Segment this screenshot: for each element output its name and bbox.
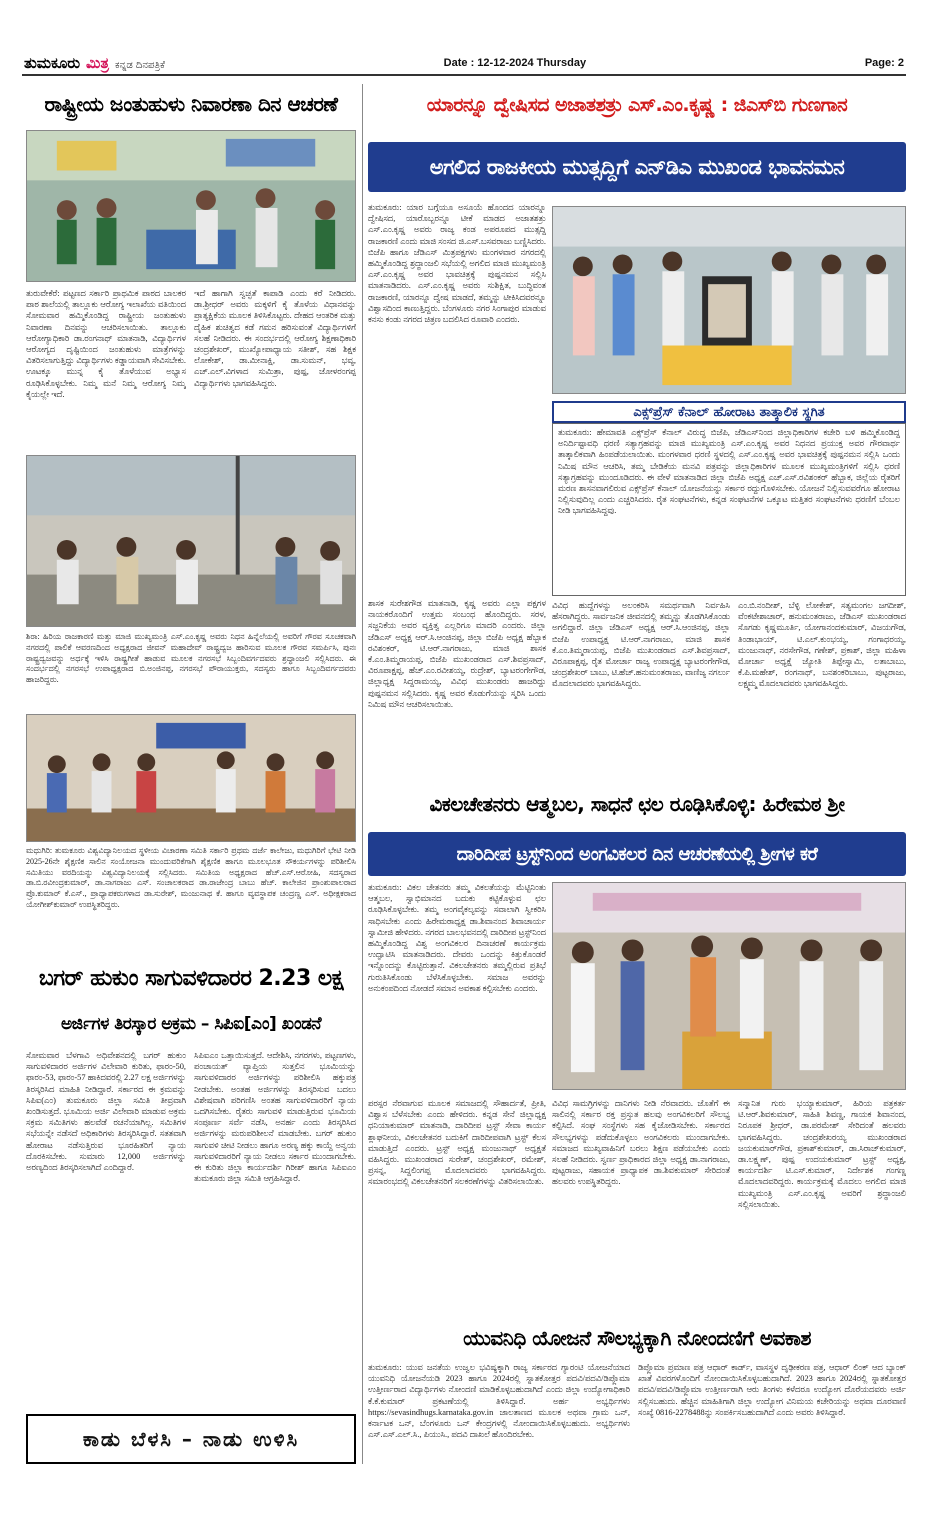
masthead-accent: ಮಿತ್ರ — [86, 54, 109, 72]
page-number: Page: 2 — [864, 57, 904, 69]
caption-sira: ಶಿರಾ: ಹಿರಿಯ ರಾಜಕಾರಣಿ ಮತ್ತು ಮಾಜಿ ಮುಖ್ಯಮಂತ್ರಿ ಎಸ್.ಎಂ.ಕೃಷ್ಣ ಅವರು ನಿಧನ ಹಿನ್ನೆಲೆಯಲ್ಲಿ ಅವರಿಗೆ ಗೌರವ ಸೂಚಕವಾಗಿ ನಗರದಲ್ಲಿ ಪಾಲಿಕೆ ಆವರಣದಿಂದ ಅಧ್ಯಕ್ಷರಾದ ಜೀವನ್ ಮಹಾದೇವ್ ರಾಷ್ಟ್ರದ್ವಜ ಹಾರಿಸುವ ಮೂಲಕ ಗೌರವ ಸಮರ್ಪಿಸಿ, ಪುನಃ ರಾಷ್ಟ್ರದ್ವಜವನ್ನು ಅರ್ಧಕ್ಕೆ ಇಳಿಸಿ ರಾಷ್ಟ್ರಗೀತೆ ಹಾಡುವ ಮೂಲಕ ನಗರಸಭೆ ಸಿಬ್ಬಂದಿವರ್ಗದವರು ಶ್ರದ್ಧಾಂಜಲಿ ಸಲ್ಲಿಸಿದರು. ಈ ಸಂದರ್ಭದಲ್ಲಿ ನಗರಸಭೆ ಉಪಾಧ್ಯಕ್ಷರಾದ ಬಿ.ಅಂಜಿನಪ್ಪ, ನಗರಸಭೆ ಪೌರಾಯುಕ್ತರು, ಸದಸ್ಯರು ಹಾಗೂ ಸಿಬ್ಬಂದಿವರ್ಗದವರು ಹಾಜರಿದ್ದರು. — [26, 632, 356, 685]
headline-bagar-line2: ಅರ್ಜಿಗಳ ತಿರಸ್ಕಾರ ಅಕ್ರಮ – ಸಿಪಿಐ[ಎಂ] ಖಂಡನೆ — [60, 1014, 322, 1034]
masthead-subtitle: ಕನ್ನಡ ದಿನಪತ್ರಿಕೆ — [114, 60, 165, 71]
headline-daridipa-trust: ದಾರಿದೀಪ ಟ್ರಸ್ಟ್‌ನಿಂದ ಅಂಗವಿಕಲರ ದಿನ ಆಚರಣೆಯಲ್ಲಿ ಶ್ರೀಗಳ ಕರೆ — [368, 832, 906, 876]
article-deworming-col2: ಇದೆ ಹಾಗಾಗಿ ಸ್ವಚ್ಛತೆ ಕಾಪಾಡಿ ಎಂದು ಕರೆ ನೀಡಿದರು. ಡಾ.ಶ್ರೀಧರ್ ಅವರು ಮಕ್ಕಳಿಗೆ ಕೈ ತೊಳೆಯ ವಿಧಾನವನ್ನು ಪ್ರಾತ್ಯಕ್ಷಿಕೆಯ ಮೂಲಕ ತಿಳಿಸಿಕೊಟ್ಟರು. ದೇಹದ ಆಂತರಿಕ ಮತ್ತು ದೈಹಿಕ ಶುಚಿತ್ವದ ಕಡೆ ಗಮನ ಹರಿಸುವಂತೆ ವಿದ್ಯಾರ್ಥಿಗಳಿಗೆ ಸಲಹೆ ನೀಡಿದರು. ಈ ಸಂದರ್ಭದಲ್ಲಿ ಆರೋಗ್ಯ ಶಿಕ್ಷಣಾಧಿಕಾರಿ ಚಂದ್ರಶೇಖರ್, ಮುಖ್ಯೋಪಾಧ್ಯಾಯ ಸತೀಶ್, ಸಹ ಶಿಕ್ಷಕ ಲೋಕೇಶ್, ಡಾ.ಮೀನಾಕ್ಷಿ, ಡಾ.ಸುಮನ್, ಭವ್ಯ, ಎಚ್.ಎಲ್.ವಿಗಳಾದ ಸುಮಿತ್ರಾ, ಪುಷ್ಪ, ಜೋಳರಂಗಪ್ಪ ವಿದ್ಯಾರ್ಥಿಗಳು ಭಾಗವಹಿಸಿದ್ದರು. — [194, 289, 356, 388]
column-divider — [362, 84, 363, 1464]
headline-nda-homage: ಅಗಲಿದ ರಾಜಕೀಯ ಮುತ್ಸದ್ದಿಗೆ ಎನ್‌ಡಿಎ ಮುಖಂಡ ಭಾವನಮನ — [368, 142, 906, 192]
photo-flag-tribute — [26, 455, 356, 627]
page-header — [24, 52, 904, 74]
photo-daridipa-event — [552, 882, 906, 1090]
slogan-box: ಕಾಡು ಬೆಳಸಿ – ನಾಡು ಉಳಿಸಿ — [26, 1414, 356, 1464]
article-daridipa-col3: ವಿವಿಧ ಸಾಮಗ್ರಿಗಳನ್ನು ದಾನಿಗಳು ನೀಡಿ ನೆರವಾದರು. ಜೊತೆಗೆ ಈ ಸಾಲಿನಲ್ಲಿ ಸರ್ಕಾರ ರಕ್ತ ಪ್ರಸ್ತುತ ಹಲವು ಅಂಗವಿಕಲರಿಗೆ ಸೌಲಭ್ಯ ಕಲ್ಪಿಸಿದೆ. ಸಂಘ ಸಂಸ್ಥೆಗಳು ಸಹ ಕೈಜೋಡಿಸಬೇಕು. ಸರ್ಕಾರದ ಸೌಲಭ್ಯಗಳನ್ನು ಪಡೆದುಕೊಳ್ಳಲು ಅಂಗವಿಕಲರು ಮುಂದಾಗಬೇಕು. ಸಮಾಜದ ಮುಖ್ಯವಾಹಿನಿಗೆ ಬರಲು ಶಿಕ್ಷಣ ಪಡೆಯಬೇಕು ಎಂದು ಸಲಹೆ ನೀಡಿದರು. ಸ್ವರ್ಣ ಪ್ರಾಧಿಕಾರದ ಜಿಲ್ಲಾ ಅಧ್ಯಕ್ಷ ಡಾ.ನಾಗರಾಜು, ಪುಟ್ಟರಾಜು, ಸಹಾಯಕ ಪ್ರಾಧ್ಯಾಪಕ ಡಾ.ಶಿವಕುಮಾರ್ ಸೇರಿದಂತೆ ಹಲವರು ಉಪಸ್ಥಿತರಿದ್ದರು. — [552, 1099, 730, 1187]
photo-committee-visit — [26, 714, 356, 842]
canal-box — [552, 423, 906, 596]
article-daridipa-col4: ಸನ್ಮಾನಿತ ಗುರು ಭಯ್ಯಾಕುಮಾರ್, ಹಿರಿಯ ಪತ್ರಕರ್ತ ಟಿ.ಆರ್.ಶಿವಕುಮಾರ್, ಸಾಹಿತಿ ಶಿವಣ್ಣ, ಗಾಯಕ ಶಿವಾನಂದ, ನಿರೂಪಕ ಶ್ರೀಧರ್, ಡಾ.ಪರಮೇಶ್ ಸೇರಿದಂತೆ ಹಲವರು ಭಾಗವಹಿಸಿದ್ದರು. ಚಂದ್ರಶೇಖರಯ್ಯ ಮುಖಂಡರಾದ ಜಯಕುಮಾರ್‌ಗೌಡ, ಪ್ರಕಾಶ್‌ಕುಮಾರ್, ಡಾ.ಸಿರಾಜ್‌ಕುಮಾರ್, ಡಾ.ಲಕ್ಷ್ಮಣ್, ಪುಷ್ಪ ಉದಯಕುಮಾರ್ ಟ್ರಸ್ಟ್ ಅಧ್ಯಕ್ಷ, ಕಾರ್ಯದರ್ಶಿ ಟಿ.ಎಸ್.ಕುಮಾರ್, ನಿರ್ದೇಶಕ ಗಂಗಣ್ಣ ಮೊದಲಾದವರಿದ್ದರು. ಕಾರ್ಯಕ್ರಮಕ್ಕೆ ಮೊದಲು ಅಗಲಿದ ಮಾಜಿ ಮುಖ್ಯಮಂತ್ರಿ ಎಸ್.ಎಂ.ಕೃಷ್ಣ ಅವರಿಗೆ ಶ್ರದ್ಧಾಂಜಲಿ ಸಲ್ಲಿಸಲಾಯಿತು. — [738, 1099, 906, 1209]
header-divider — [22, 74, 906, 76]
article-smk-col3: ವಿವಿಧ ಹುದ್ದೆಗಳನ್ನು ಅಲಂಕರಿಸಿ ಸಮರ್ಥವಾಗಿ ನಿರ್ವಹಿಸಿ ಹೆಸರಾಗಿದ್ದರು. ಸಾರ್ವಜನಿಕ ಜೀವನದಲ್ಲಿ ತಮ್ಮನ್ನು ತೊಡಗಿಸಿಕೊಂಡು ಅಗಲಿದ್ದಾರೆ. ಜಿಲ್ಲಾ ಜೆಡಿಎಸ್ ಅಧ್ಯಕ್ಷ ಆರ್.ಸಿ.ಆಂಜಿನಪ್ಪ, ಜಿಲ್ಲಾ ಬಿಜೆಪಿ ಉಪಾಧ್ಯಕ್ಷ ಟಿ.ಆರ್.ನಾಗರಾಜು, ಮಾಜಿ ಶಾಸಕ ಕೆ.ಎಂ.ತಿಮ್ಮರಾಯಪ್ಪ, ಬಿಜೆಪಿ ಮುಖಂಡರಾದ ಎಸ್.ಶಿವಪ್ರಸಾದ್, ವಿರೂಪಾಕ್ಷಪ್ಪ, ರೈತ ಮೋರ್ಚಾ ರಾಜ್ಯ ಉಪಾಧ್ಯಕ್ಷ ಬ್ಯಾಟರಂಗೇಗೌಡ, ಚಂದ್ರಶೇಖರ್ ಬಾಬು, ಟಿ.ಹೆಚ್.ಹನುಮಂತರಾಜು, ವಾಣಿಜ್ಯ ನಗರ್ಲು ಮೊದಲಾದವರು ಭಾಗವಹಿಸಿದ್ದರು. — [552, 601, 730, 689]
headline-disabled-day: ವಿಕಲಚೇತನರು ಆತ್ಮಬಲ, ಸಾಧನೆ ಛಲ ರೂಢಿಸಿಕೊಳ್ಳಿ: ಹಿರೇಮಠ ಶ್ರೀ — [429, 792, 845, 816]
article-smk-col2: ಶಾಸಕ ಸುರೇಶಗೌಡ ಮಾತನಾಡಿ, ಕೃಷ್ಣ ಅವರು ಎಲ್ಲಾ ಪಕ್ಷಗಳ ನಾಯಕರೊಂದಿಗೆ ಉತ್ತಮ ಸಂಬಂಧ ಹೊಂದಿದ್ದರು. ಸರಳ, ಸಜ್ಜನಿಕೆಯ ಅವರ ವ್ಯಕ್ತಿತ್ವ ಎಲ್ಲರಿಗೂ ಮಾದರಿ ಎಂದರು. ಜಿಲ್ಲಾ ಜೆಡಿಎಸ್ ಅಧ್ಯಕ್ಷ ಆರ್.ಸಿ.ಆಂಜಿನಪ್ಪ, ಜಿಲ್ಲಾ ಬಿಜೆಪಿ ಅಧ್ಯಕ್ಷ ಹೆಬ್ಬಾಕ ರವಿಶಂಕರ್, ಟಿ.ಆರ್.ನಾಗರಾಜು, ಮಾಜಿ ಶಾಸಕ ಕೆ.ಎಂ.ತಿಮ್ಮರಾಯಪ್ಪ, ಬಿಜೆಪಿ ಮುಖಂಡರಾದ ಎಸ್.ಶಿವಪ್ರಸಾದ್, ವಿರೂಪಾಕ್ಷಪ್ಪ, ಹೆಚ್.ಎಂ.ರವೀಶಯ್ಯ, ರುದ್ರೇಶ್, ಬ್ಯಾಟರಂಗೇಗೌಡ, ಜಿಲ್ಲಾಧ್ಯಕ್ಷ ಸಿದ್ದರಾಮಯ್ಯ, ವಿವಿಧ ಮುಖಂಡರು ಹಾಜರಿದ್ದು ಪುಷ್ಪನಮನ ಸಲ್ಲಿಸಿದರು. ಕೃಷ್ಣ ಅವರ ಕೊಡುಗೆಯನ್ನು ಸ್ಮರಿಸಿ ಒಂದು ನಿಮಿಷ ಮೌನ ಆಚರಿಸಲಾಯಿತು. — [368, 599, 546, 709]
article-smk-col1: ತುಮಕೂರು: ಯಾರ ಬಗ್ಗೆಯೂ ಅಸೂಯೆ ಹೊಂದದ ಯಾರನ್ನೂ ದ್ವೇಷಿಸದ, ಯಾರೊಬ್ಬರನ್ನೂ ಟೀಕೆ ಮಾಡದ ಅಜಾತಶತ್ರು ಎಸ್.ಎಂ.ಕೃಷ್ಣ ಅವರು ರಾಜ್ಯ ಕಂಡ ಅಪರೂಪದ ಮುತ್ಸದ್ದಿ ರಾಜಕಾರಣಿ ಎಂದು ಮಾಜಿ ಸಂಸದ ಜಿ.ಎಸ್.ಬಸವರಾಜು ಬಣ್ಣಿಸಿದರು. ಬಿಜೆಪಿ ಹಾಗೂ ಜೆಡಿಎಸ್ ಮಿತ್ರಪಕ್ಷಗಳು ಮಂಗಳವಾರ ನಗರದಲ್ಲಿ ಹಮ್ಮಿಕೊಂಡಿದ್ದ ಶ್ರದ್ಧಾಂಜಲಿ ಸಭೆಯಲ್ಲಿ ಅಗಲಿದ ಮಾಜಿ ಮುಖ್ಯಮಂತ್ರಿ ಎಸ್.ಎಂ.ಕೃಷ್ಣ ಅವರ ಭಾವಚಿತ್ರಕ್ಕೆ ಪುಷ್ಪನಮನ ಸಲ್ಲಿಸಿ ಮಾತನಾಡಿದರು. ಎಸ್.ಎಂ.ಕೃಷ್ಣ ಅವರು ಸುಶಿಕ್ಷಿತ, ಬುದ್ಧಿವಂತ ರಾಜಕಾರಣಿ, ಯಾರನ್ನೂ ದ್ವೇಷ ಮಾಡದೆ, ತಮ್ಮನ್ನು ಟೀಕಿಸಿದವರನ್ನೂ ವಿಶ್ವಾಸದಿಂದ ಕಾಣುತ್ತಿದ್ದರು. ಬೆಂಗಳೂರು ನಗರ ಸಿಂಗಾಪುರ ಮಾಡುವ ಕನಸು ಕಂಡು ನಗರದ ಚಿತ್ರಣ ಬದಲಿಸಿದ ರೂವಾರಿ ಎಂದರು. — [368, 203, 546, 325]
photo-smk-homage — [552, 206, 906, 394]
article-deworming-col1: ತುರುವೇಕೆರೆ: ಪಟ್ಟಣದ ಸರ್ಕಾರಿ ಪ್ರಾಥಮಿಕ ಪಾಠದ ಬಾಲಕರ ಪಾಠ ಶಾಲೆಯಲ್ಲಿ ತಾಲ್ಲೂಕು ಆರೋಗ್ಯ ಇಲಾಖೆಯ ವತಿಯಿಂದ ಸೋಮವಾರ ಹಮ್ಮಿಕೊಂಡಿದ್ದ ರಾಷ್ಟ್ರೀಯ ಜಂತುಹುಳು ನಿವಾರಣಾ ದಿನವನ್ನು ಆಚರಿಸಲಾಯಿತು. ತಾಲ್ಲೂಕು ಆರೋಗ್ಯಾಧಿಕಾರಿ ಡಾ.ರಂಗನಾಥ್ ಮಾತನಾಡಿ, ವಿದ್ಯಾರ್ಥಿಗಳ ಆರೋಗ್ಯದ ದೃಷ್ಟಿಯಿಂದ ಜಂತುಹುಳು ಮಾತ್ರೆಗಳನ್ನು ವಿತರಿಸಲಾಗುತ್ತಿದ್ದು ವಿದ್ಯಾರ್ಥಿಗಳು ಕಡ್ಡಾಯವಾಗಿ ಸೇವಿಸಬೇಕು. ಊಟಕ್ಕೂ ಮುನ್ನ ಕೈ ತೊಳೆಯುವ ಅಭ್ಯಾಸ ರೂಢಿಸಿಕೊಳ್ಳಬೇಕು. ನಿಮ್ಮ ಮನೆ ನಿಮ್ಮ ಆರೋಗ್ಯ ನಿಮ್ಮ ಕೈಯಲ್ಲೇ ಇದೆ. — [26, 289, 186, 399]
article-smk-col4: ಎಂ.ಬಿ.ನಂದೀಶ್, ಬೆಳ್ಳಿ ಲೋಕೇಶ್, ಸತ್ಯಮಂಗಲ ಜಗದೀಶ್, ವೆಂಕಟೇಶಾಚಾರ್, ಹನುಮಂತರಾಜು, ಜೆಡಿಎಸ್ ಮುಖಂಡರಾದ ಸೊಗಡು ಕೃಷ್ಣಮೂರ್ತಿ, ಯೋಗಾನಂದಕುಮಾರ್, ವಿಜಯಗೌಡ, ತಿಂಡಾಭಾಯ್, ಟಿ.ಎಲ್.ಕುಂಭಯ್ಯ, ಗಂಗಾಧರಯ್ಯ, ಮಂಜುನಾಥ್, ನರಸೇಗೌಡ, ಗಣೇಶ್, ಪ್ರಕಾಶ್, ಜಿಲ್ಲಾ ಮಹಿಳಾ ಮೋರ್ಚಾ ಅಧ್ಯಕ್ಷೆ ಜ್ಯೋತಿ ತಿಪ್ಪೇಸ್ವಾಮಿ, ಲತಾಬಾಬು, ಕೆ.ಪಿ.ಮಹೇಶ್, ರಂಗನಾಥ್, ಬನಶಂಕರಿಬಾಬು, ಪುಟ್ಟರಾಜು, ಲಕ್ಷ್ಮಮ್ಮ ಮೊದಲಾದವರು ಭಾಗವಹಿಸಿದ್ದರು. — [738, 601, 906, 689]
article-yuvanidhi-col1: ತುಮಕೂರು: ಯುವ ಜನತೆಯ ಉಜ್ವಲ ಭವಿಷ್ಯಕ್ಕಾಗಿ ರಾಜ್ಯ ಸರ್ಕಾರದ ಗ್ಯಾರಂಟಿ ಯೋಜನೆಯಾದ ಯುವನಿಧಿ ಯೋಜನೆಯಡಿ 2023 ಹಾಗೂ 2024ರಲ್ಲಿ ಸ್ನಾತಕೋತ್ತರ ಪದವಿ/ಪದವಿ/ಡಿಪ್ಲೊಮಾ ಉತ್ತೀರ್ಣರಾದ ವಿದ್ಯಾರ್ಥಿಗಳು ನೋಂದಣಿ ಮಾಡಿಕೊಳ್ಳಬಹುದಾಗಿದೆ ಎಂದು ಜಿಲ್ಲಾ ಉದ್ಯೋಗಾಧಿಕಾರಿ ಕೆ.ಕೆ.ಕುಮಾರ್ ಪ್ರಕಟಣೆಯಲ್ಲಿ ತಿಳಿಸಿದ್ದಾರೆ. ಅರ್ಹ ಅಭ್ಯರ್ಥಿಗಳು https://sevasindhugs.karnataka.gov.in ಜಾಲತಾಣದ ಮೂಲಕ ಅಥವಾ ಗ್ರಾಮ ಒನ್, ಕರ್ನಾಟಕ ಒನ್, ಬೆಂಗಳೂರು ಒನ್ ಕೇಂದ್ರಗಳಲ್ಲಿ ನೋಂದಾಯಿಸಿಕೊಳ್ಳಬಹುದು. ಅಭ್ಯರ್ಥಿಗಳು ಎಸ್.ಎಸ್.ಎಲ್.ಸಿ., ಪಿಯುಸಿ., ಪದವಿ ದಾಖಲೆ ಹೊಂದಿರಬೇಕು. — [368, 1363, 630, 1440]
masthead — [24, 54, 165, 72]
article-yuvanidhi-col2: ಡಿಪ್ಲೊಮಾ ಪ್ರಮಾಣ ಪತ್ರ ಆಧಾರ್ ಕಾರ್ಡ್, ವಾಸಸ್ಥಳ ದೃಢೀಕರಣ ಪತ್ರ, ಆಧಾರ್ ಲಿಂಕ್ ಆದ ಬ್ಯಾಂಕ್ ಖಾತೆ ವಿವರಗಳೊಂದಿಗೆ ನೋಂದಾಯಿಸಿಕೊಳ್ಳಬಹುದಾಗಿದೆ. 2023 ಹಾಗೂ 2024ರಲ್ಲಿ ಸ್ನಾತಕೋತ್ತರ ಪದವಿ/ಪದವಿ/ಡಿಪ್ಲೊಮಾ ಉತ್ತೀರ್ಣರಾಗಿ ಆರು ತಿಂಗಳು ಕಳೆದರೂ ಉದ್ಯೋಗ ದೊರೆಯದವರು ಅರ್ಜಿ ಸಲ್ಲಿಸಬಹುದು. ಹೆಚ್ಚಿನ ಮಾಹಿತಿಗಾಗಿ ಜಿಲ್ಲಾ ಉದ್ಯೋಗ ವಿನಿಮಯ ಕಚೇರಿಯನ್ನು ಅಥವಾ ದೂರವಾಣಿ ಸಂಖ್ಯೆ 0816-2278488ನ್ನು ಸಂಪರ್ಕಿಸಬಹುದಾಗಿದೆ ಎಂದು ಅವರು ತಿಳಿಸಿದ್ದಾರೆ. — [638, 1363, 906, 1417]
article-canal: ತುಮಕೂರು: ಹೇಮಾವತಿ ಎಕ್ಸ್‌ಪ್ರೆಸ್ ಕೆನಾಲ್ ವಿರುದ್ಧ ಬಿಜೆಪಿ, ಜೆಡಿಎಸ್‌ನಿಂದ ಜಿಲ್ಲಾಧಿಕಾರಿಗಳ ಕಚೇರಿ ಬಳಿ ಹಮ್ಮಿಕೊಂಡಿದ್ದ ಅನಿರ್ದಿಷ್ಟಾವಧಿ ಧರಣಿ ಸತ್ಯಾಗ್ರಹವನ್ನು ಮಾಜಿ ಮುಖ್ಯಮಂತ್ರಿ ಎಸ್.ಎಂ.ಕೃಷ್ಣ ಅವರ ನಿಧನದ ಪ್ರಯುಕ್ತ ಅವರ ಗೌರವಾರ್ಥ ತಾತ್ಕಾಲಿಕವಾಗಿ ಹಿಂಪಡೆಯಲಾಯಿತು. ಮಂಗಳವಾರ ಧರಣಿ ಸ್ಥಳದಲ್ಲಿ ಎಸ್.ಎಂ.ಕೃಷ್ಣ ಅವರ ಭಾವಚಿತ್ರಕ್ಕೆ ಪುಷ್ಪನಮನ ಸಲ್ಲಿಸಿ ಒಂದು ನಿಮಿಷ ಮೌನ ಆಚರಿಸಿ, ತಮ್ಮ ಬೇಡಿಕೆಯ ಮನವಿ ಪತ್ರವನ್ನು ಜಿಲ್ಲಾಧಿಕಾರಿಗಳ ಮೂಲಕ ಮುಖ್ಯಮಂತ್ರಿಗಳಿಗೆ ಸಲ್ಲಿಸಿ ಧರಣಿ ಸತ್ಯಾಗ್ರಹವನ್ನು ಮುಂದೂಡಿದರು. ಈ ವೇಳೆ ಮಾತನಾಡಿದ ಜಿಲ್ಲಾ ಬಿಜೆಪಿ ಅಧ್ಯಕ್ಷ ಎಚ್.ಎಸ್.ರವಿಶಂಕರ್ ಹೆಬ್ಬಾಕ, ಜಿಲ್ಲೆಯ ರೈತರಿಗೆ ಮರಣ ಶಾಸನವಾಗಲಿರುವ ಎಕ್ಸ್‌ಪ್ರೆಸ್ ಕೆನಾಲ್ ಯೋಜನೆಯನ್ನು ಸರ್ಕಾರ ರದ್ದುಗೊಳಿಸಬೇಕು. ಯೋಜನೆ ನಿಲ್ಲಿಸುವವರೆಗೂ ಹೋರಾಟ ನಿಲ್ಲಿಸುವುದಿಲ್ಲ ಎಂದು ಎಚ್ಚರಿಸಿದರು. ರೈತ ಸಂಘಟನೆಗಳು, ಕನ್ನಡ ಸಂಘಟನೆಗಳ ಒಕ್ಕೂಟ ಮತ್ತಿತರ ಸಂಘಟನೆಗಳು ಧರಣಿಗೆ ಬೆಂಬಲ ನೀಡಿ ಭಾಗವಹಿಸಿದ್ದವು. — [558, 428, 900, 516]
article-daridipa-col1: ತುಮಕೂರು: ವಿಕಲ ಚೇತನರು ತಮ್ಮ ವಿಕಲತೆಯನ್ನು ಮೆಟ್ಟಿನಿಂತು ಆತ್ಮಬಲ, ಸ್ವಾಭಿಮಾನದ ಬದುಕು ಕಟ್ಟಿಕೊಳ್ಳುವ ಛಲ ರೂಢಿಸಿಕೊಳ್ಳಬೇಕು. ತಮ್ಮ ಅಂಗವೈಕಲ್ಯವನ್ನು ಸವಾಲಾಗಿ ಸ್ವೀಕರಿಸಿ ಸಾಧಿಸಬೇಕು ಎಂದು ಹಿರೇಮಠಾಧ್ಯಕ್ಷ ಡಾ.ಶಿವಾನಂದ ಶಿವಾಚಾರ್ಯ ಸ್ವಾಮೀಜಿ ಹೇಳಿದರು. ನಗರದ ಬಾಲಭವನದಲ್ಲಿ ದಾರಿದೀಪ ಟ್ರಸ್ಟ್‌ನಿಂದ ಹಮ್ಮಿಕೊಂಡಿದ್ದ ವಿಶ್ವ ಅಂಗವಿಕಲರ ದಿನಾಚರಣೆ ಕಾರ್ಯಕ್ರಮ ಉದ್ಘಾಟಿಸಿ ಮಾತನಾಡಿದರು. ದೇವರು ಒಂದನ್ನು ಕಿತ್ತುಕೊಂಡರೆ ಇನ್ನೊಂದನ್ನು ಕೊಟ್ಟಿರುತ್ತಾನೆ. ವಿಕಲಚೇತನರು ತಮ್ಮಲ್ಲಿರುವ ಪ್ರತಿಭೆ ಗುರುತಿಸಿಕೊಂಡು ಬೆಳೆಸಿಕೊಳ್ಳಬೇಕು. ಸಮಾಜ ಅವರನ್ನು ಅನುಕಂಪದಿಂದ ನೋಡದೆ ಸಮಾನ ಅವಕಾಶ ಕಲ್ಪಿಸಬೇಕು ಎಂದರು. — [368, 883, 546, 993]
headline-deworming: ರಾಷ್ಟ್ರೀಯ ಜಂತುಹುಳು ನಿವಾರಣಾ ದಿನ ಆಚರಣೆ — [44, 92, 338, 116]
headline-yuvanidhi: ಯುವನಿಧಿ ಯೋಜನೆ ಸೌಲಭ್ಯಕ್ಕಾಗಿ ನೋಂದಣಿಗೆ ಅವಕಾಶ — [463, 1326, 811, 1350]
photo-deworming-children — [26, 130, 356, 282]
article-daridipa-col2: ಪರಸ್ಪರ ನೆರವಾಗುವ ಮೂಲಕ ಸಮಾಜದಲ್ಲಿ ಸೌಹಾರ್ದತೆ, ಪ್ರೀತಿ, ವಿಶ್ವಾಸ ಬೆಳೆಸಬೇಕು ಎಂದು ಹೇಳಿದರು. ಕನ್ನಡ ಸೇನೆ ಜಿಲ್ಲಾಧ್ಯಕ್ಷ ಧನಿಯಾಕುಮಾರ್ ಮಾತನಾಡಿ, ದಾರಿದೀಪ ಟ್ರಸ್ಟ್ ಸೇವಾ ಕಾರ್ಯ ಶ್ಲಾಘನೀಯ, ವಿಕಲಚೇತನರ ಬದುಕಿಗೆ ದಾರಿದೀಪವಾಗಿ ಟ್ರಸ್ಟ್ ಕೆಲಸ ಮಾಡುತ್ತಿದೆ ಎಂದರು. ಟ್ರಸ್ಟ್ ಅಧ್ಯಕ್ಷ ಮಂಜುನಾಥ್ ಅಧ್ಯಕ್ಷತೆ ವಹಿಸಿದ್ದರು. ಮುಖಂಡರಾದ ಸುರೇಶ್, ಚಂದ್ರಶೇಖರ್, ರಮೇಶ್, ಪ್ರಸನ್ನ, ಸಿದ್ದಲಿಂಗಪ್ಪ ಮೊದಲಾದವರು ಭಾಗವಹಿಸಿದ್ದರು. ಸಮಾರಂಭದಲ್ಲಿ ವಿಕಲಚೇತನರಿಗೆ ಸಲಕರಣೆಗಳನ್ನು ವಿತರಿಸಲಾಯಿತು. — [368, 1099, 546, 1187]
headline-smk-tribute: ಯಾರನ್ನೂ ದ್ವೇಷಿಸದ ಅಜಾತಶತ್ರು ಎಸ್.ಎಂ.ಕೃಷ್ಣ : ಜಿಎಸ್‌ಬಿ ಗುಣಗಾನ — [426, 94, 848, 116]
article-bagar-col2: ಸಿಪಿಐಎಂ ಒತ್ತಾಯಿಸುತ್ತದೆ. ಆದೇಶಿಸಿ, ನಗರಗಳು, ಪಟ್ಟಣಗಳು, ಪಂಚಾಯತ್ ವ್ಯಾಪ್ತಿಯ ಸುತ್ತಲಿನ ಭೂಮಿಯನ್ನು ಸಾಗುವಳಿದಾರರ ಅರ್ಜಿಗಳನ್ನು ಪರಿಶೀಲಿಸಿ ಹಕ್ಕುಪತ್ರ ನೀಡಬೇಕು. ಅಂತಹ ಅರ್ಜಿಗಳನ್ನು ತಿರಸ್ಕರಿಸುವ ಬದಲು ವಿಶೇಷವಾಗಿ ಪರಿಗಣಿಸಿ ಅಂತಹ ಸಾಗುವಳಿದಾರರಿಗೆ ನ್ಯಾಯ ಒದಗಿಸಬೇಕು. ರೈತರು ಸಾಗುವಳಿ ಮಾಡುತ್ತಿರುವ ಭೂಮಿಯ ಸಂಪೂರ್ಣ ಸರ್ವೆ ನಡೆಸಿ, ಅನರ್ಹ ಎಂದು ತಿರಸ್ಕರಿಸಿದ ಅರ್ಜಿಗಳನ್ನು ಮರುಪರಿಶೀಲನೆ ಮಾಡಬೇಕು. ಬಗರ್ ಹುಕುಂ ಸಾಗುವಳಿ ಚೀಟಿ ನೀಡಲು ಹಾಗೂ ಅರಣ್ಯ ಹಕ್ಕು ಕಾಯ್ದೆ ಅನ್ವಯ ಸಾಗುವಳಿದಾರರಿಗೆ ನ್ಯಾಯ ನೀಡಲು ಸರ್ಕಾರ ಮುಂದಾಗಬೇಕು. ಈ ಕುರಿತು ಜಿಲ್ಲಾ ಕಾರ್ಯದರ್ಶಿ ಗಿರೀಶ್ ಹಾಗೂ ಸಿಪಿಐಎಂ ತುಮಕೂರು ಜಿಲ್ಲಾ ಸಮಿತಿ ಆಗ್ರಹಿಸಿದ್ದಾರೆ. — [194, 1051, 356, 1184]
caption-madhugiri: ಮಧುಗಿರಿ: ತುಮಕೂರು ವಿಶ್ವವಿದ್ಯಾನಿಲಯದ ಸ್ಥಳೀಯ ವಿಚಾರಣಾ ಸಮಿತಿ ಸರ್ಕಾರಿ ಪ್ರಥಮ ದರ್ಜೆ ಕಾಲೇಜು, ಮಧುಗಿರಿಗೆ ಭೇಟಿ ನೀಡಿ 2025-26ನೇ ಶೈಕ್ಷಣಿಕ ಸಾಲಿನ ಸಂಯೋಜನಾ ಮುಂದುವರಿಕೆಗಾಗಿ ಶೈಕ್ಷಣಿಕ ಹಾಗೂ ಮೂಲಭೂತ ಸೌಕರ್ಯಗಳನ್ನು ಪರಿಶೀಲಿಸಿ ಸಮಿತಿಯು ವರದಿಯನ್ನು ವಿಶ್ವವಿದ್ಯಾನಿಲಯಕ್ಕೆ ಸಲ್ಲಿಸಿದರು. ಸಮಿತಿಯ ಅಧ್ಯಕ್ಷರಾದ ಹೆಚ್.ಎಸ್.ಆರೋಹಿ, ಸದಸ್ಯರಾದ ಡಾ.ಬಿ.ರವೀಂದ್ರಕುಮಾರ್, ಡಾ.ನಾಗರಾಜು ಎಸ್. ಸಂಚಾಲಕರಾದ ಡಾ.ರಾಜೇಂದ್ರ ಬಾಬು ಹೆಚ್. ಕಾಲೇಜಿನ ಪ್ರಾಂಶುಪಾಲರಾದ ಪ್ರೊ.ಕುಮಾರ್ ಕೆ.ಎಸ್., ಪ್ರಾಧ್ಯಾಪಕರುಗಳಾದ ಡಾ.ಸುರೇಶ್, ಮಂಜುನಾಥ ಕೆ. ಹಾಗೂ ವ್ಯವಸ್ಥಾಪಕ ಚಂದ್ರಣ್ಣ ಎಸ್. ಅಧೀಕ್ಷಕರಾದ ಯೋಗೀಶ್‌ಕುಮಾರ್ ಉಪಸ್ಥಿತರಿದ್ದರು. — [26, 846, 356, 909]
article-bagar-col1: ಸೋಮವಾರ ಬೆಳಗಾವಿ ಅಧಿವೇಶನದಲ್ಲಿ ಬಗರ್ ಹುಕುಂ ಸಾಗುವಳಿದಾರರ ಅರ್ಜಿಗಳ ವಿಲೇವಾರಿ ಕುರಿತು, ಫಾರಂ-50, ಫಾರಂ-53, ಫಾರಂ-57 ಹಾಕಿದವರಲ್ಲಿ 2.27 ಲಕ್ಷ ಅರ್ಜಿಗಳನ್ನು ತಿರಸ್ಕರಿಸಿದ ಮಾಹಿತಿ ನೀಡಿದ್ದಾರೆ. ಸರ್ಕಾರದ ಈ ಕ್ರಮವನ್ನು ಸಿಪಿಐ(ಎಂ) ತುಮಕೂರು ಜಿಲ್ಲಾ ಸಮಿತಿ ತೀವ್ರವಾಗಿ ಖಂಡಿಸುತ್ತದೆ. ಭೂಮಿಯ ಅರ್ಜಿ ವಿಲೇವಾರಿ ಮಾಡುವ ಅಕ್ರಮ ಸಕ್ರಮ ಸಮಿತಿಗಳು ಹಲವೆಡೆ ರಚನೆಯಾಗಿಲ್ಲ. ಸಮಿತಿಗಳ ಸಭೆಯನ್ನೇ ನಡೆಸದೆ ಅಧಿಕಾರಿಗಳು ತಿರಸ್ಕರಿಸಿದ್ದಾರೆ. ಸತತವಾಗಿ ಹೋರಾಟ ನಡೆಸುತ್ತಿರುವ ಭೂರಹಿತರಿಗೆ ನ್ಯಾಯ ದೊರಕಿಸಬೇಕು. ಸುಮಾರು 12,000 ಅರ್ಜಿಗಳನ್ನು ಅರಣ್ಯದಿಂದ ತಿರಸ್ಕರಿಸಲಾಗಿದೆ ಎಂದಿದ್ದಾರೆ. — [26, 1051, 186, 1173]
masthead-name: ತುಮಕೂರು — [24, 54, 81, 72]
issue-date: Date : 12-12-2024 Thursday — [443, 57, 587, 69]
headline-bagar-line1: ಬಗರ್ ಹುಕುಂ ಸಾಗುವಳಿದಾರರ 2.23 ಲಕ್ಷ — [38, 965, 344, 991]
canal-box-title: ಎಕ್ಸ್‌ಪ್ರೆಸ್ ಕೆನಾಲ್ ಹೋರಾಟ ತಾತ್ಕಾಲಿಕ ಸ್ಥಗಿತ — [552, 401, 906, 423]
